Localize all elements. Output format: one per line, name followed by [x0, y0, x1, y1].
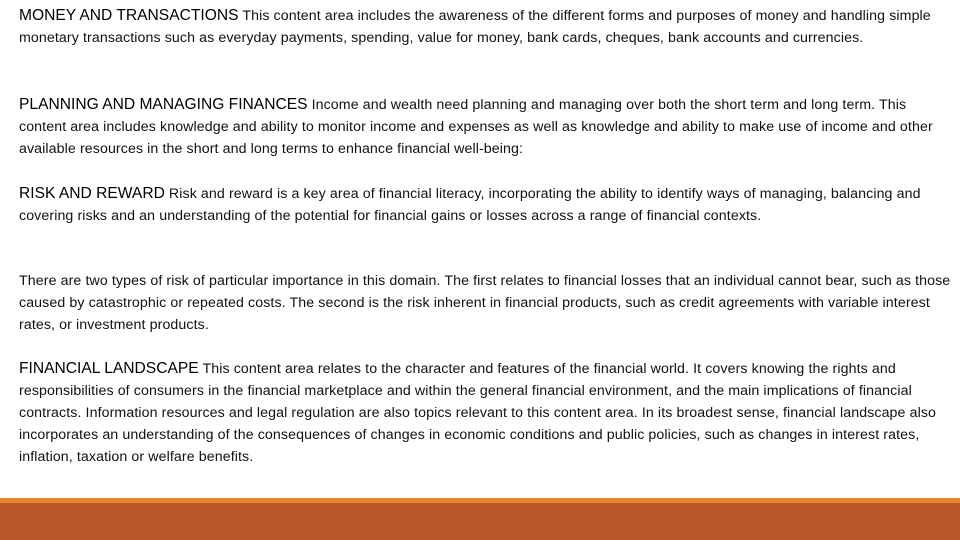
- section-planning-and-managing-finances: [19, 94, 954, 160]
- section-heading: MONEY AND TRANSACTIONS: [19, 7, 239, 24]
- section-body: There are two types of risk of particular importance in this domain. The first relates to financial losses that an individual cannot bear, such as those caused by catastrophic or repeated costs. The second is the risk inherent in financial products, such as credit agreements with variable interest rates, or investment products.: [19, 273, 951, 333]
- footer-band: [0, 503, 960, 540]
- section-heading: RISK AND REWARD: [19, 185, 165, 202]
- section-risk-and-reward: [19, 183, 954, 227]
- section-body: This content area includes the awareness of the different forms and purposes of money and handling simple monetary transactions such as everyday payments, spending, value for money, bank cards, cheques, bank accounts and currencies.: [19, 8, 931, 46]
- section-heading: FINANCIAL LANDSCAPE: [19, 360, 199, 377]
- section-body: Risk and reward is a key area of financial literacy, incorporating the ability to identify ways of managing, balancing and covering risks and an understanding of the potential for financial gains or losses across a range of financial contexts.: [19, 186, 921, 224]
- section-risk-types-paragraph: [19, 270, 954, 336]
- section-body: Income and wealth need planning and managing over both the short term and long term. This content area includes knowledge and ability to monitor income and expenses as well as knowledge and ability to make use of income and other available resources in the short and long terms to enhance financial well-being:: [19, 97, 933, 157]
- section-money-and-transactions: [19, 5, 954, 49]
- section-body: This content area relates to the character and features of the financial world. It covers knowing the rights and responsibilities of consumers in the financial marketplace and within the general financial environment, and the main implications of financial contracts. Information resources and legal regulation are also topics relevant to this content area. In its broadest sense, financial landscape also incorporates an understanding of the consequences of changes in economic conditions and public policies, such as changes in interest rates, inflation, taxation or welfare benefits.: [19, 361, 937, 465]
- section-heading: PLANNING AND MANAGING FINANCES: [19, 96, 308, 113]
- section-financial-landscape: [19, 358, 954, 468]
